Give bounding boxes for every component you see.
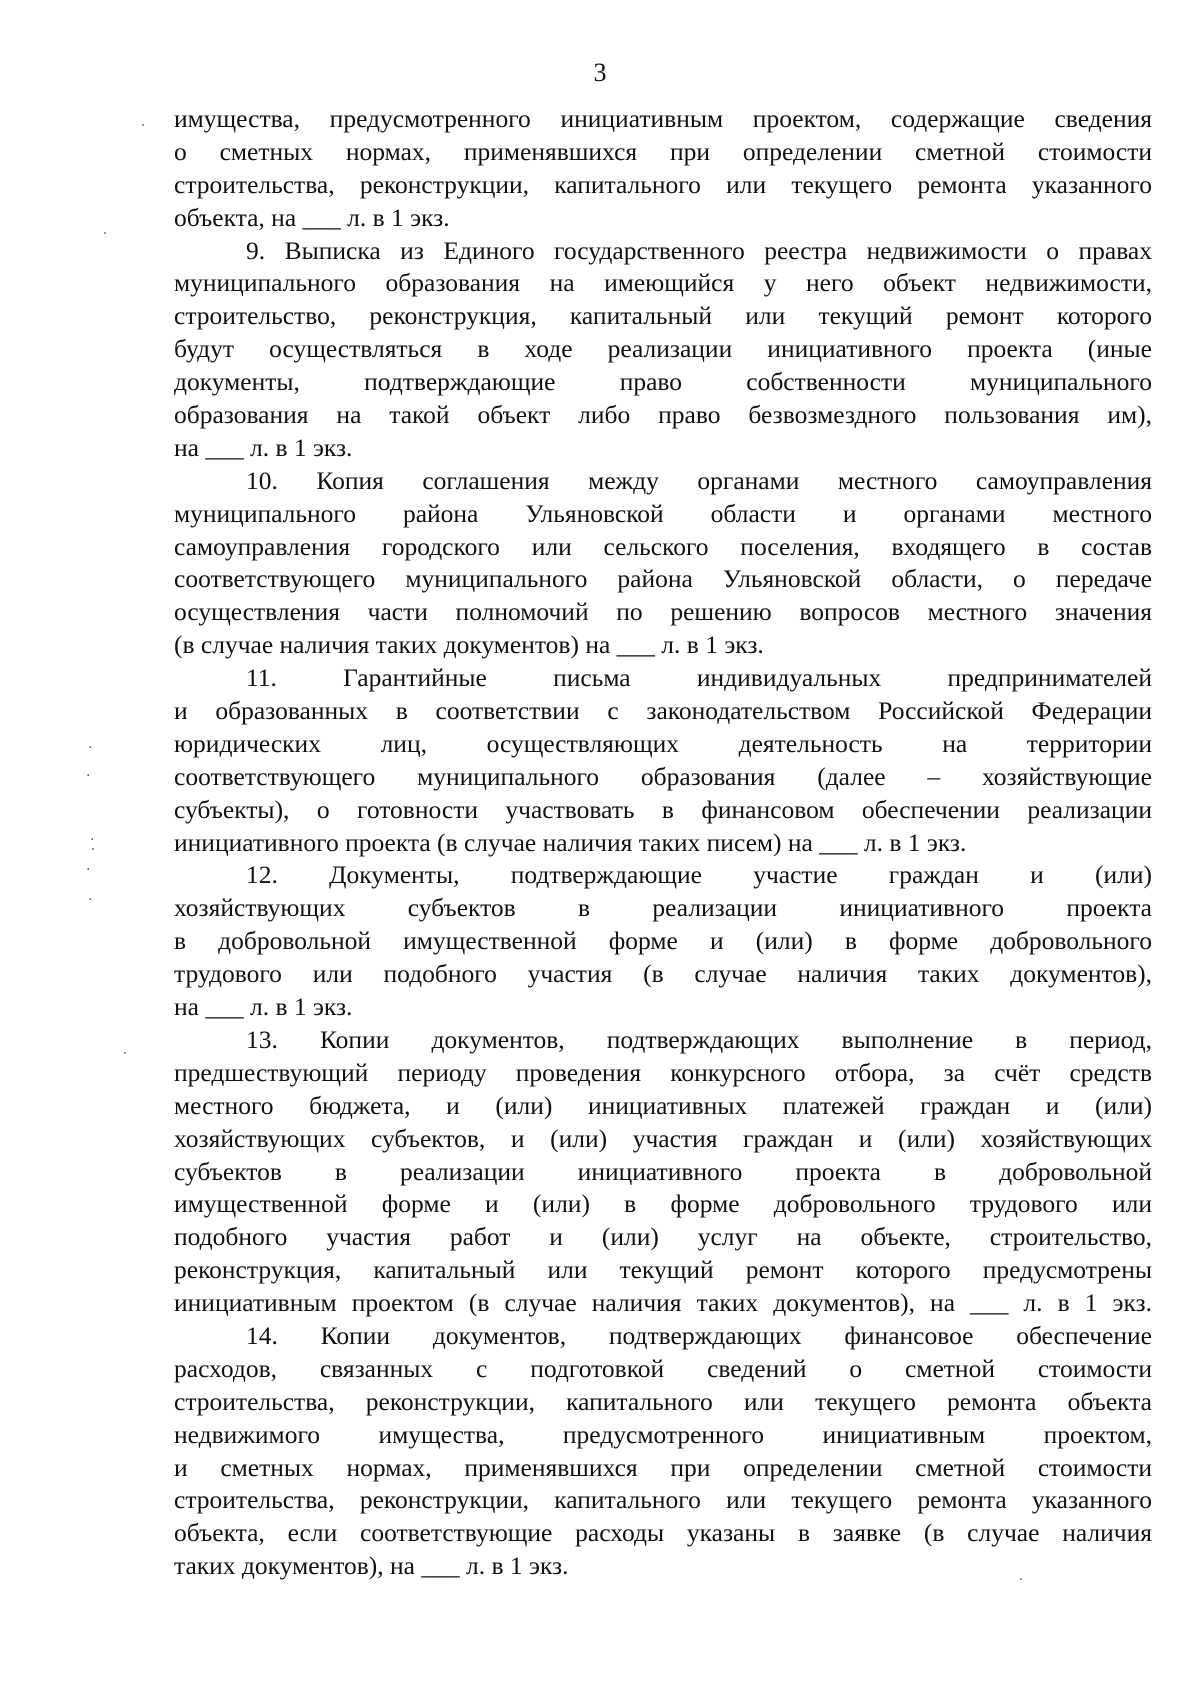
text-line: инициативного проекта (в случае наличия таких писем) на ___ л. в 1 экз.	[174, 827, 967, 857]
text-line: 13. Копии документов, подтверждающих выполнение в период,	[246, 1024, 1152, 1054]
scan-margin-marks	[80, 740, 120, 960]
text-line: объекта, на ___ л. в 1 экз.	[174, 202, 450, 232]
text-line: о сметных нормах, применявшихся при определении сметной стоимости	[174, 136, 1152, 166]
scan-dust-dot	[124, 1052, 126, 1054]
text-line: 10. Копия соглашения между органами местного самоуправления	[246, 465, 1152, 495]
text-line: таких документов), на ___ л. в 1 экз.	[174, 1551, 569, 1581]
scan-artifact-mark: ·	[86, 768, 91, 784]
scan-artifact-mark: ·	[90, 832, 95, 848]
text-line: строительства, реконструкции, капитального или текущего ремонта указанного	[174, 1485, 1152, 1515]
text-line: на ___ л. в 1 экз.	[174, 432, 353, 462]
text-line: соответствующего муниципального образования (далее – хозяйствующие	[174, 761, 1152, 791]
text-line: муниципального образования на имеющийся у него объект недвижимости,	[174, 268, 1152, 298]
text-line: муниципального района Ульяновской области и органами местного	[174, 498, 1152, 528]
text-line: в добровольной имущественной форме и (или) в форме добровольного	[174, 926, 1152, 956]
text-line: строительства, реконструкции, капитального или текущего ремонта указанного	[174, 169, 1152, 199]
scan-artifact-mark: ·	[86, 862, 91, 878]
scan-artifact-mark: ·	[88, 740, 93, 756]
text-line: расходов, связанных с подготовкой сведений о сметной стоимости	[174, 1353, 1152, 1383]
text-line: и образованных в соответствии с законодательством Российской Федерации	[174, 696, 1152, 726]
text-line: хозяйствующих субъектов, и (или) участия граждан и (или) хозяйствующих	[174, 1123, 1152, 1153]
text-line: предшествующий периоду проведения конкурсного отбора, за счёт средств	[174, 1057, 1152, 1087]
text-line: реконструкция, капитальный или текущий ремонт которого предусмотрены	[174, 1255, 1152, 1285]
text-line: имущества, предусмотренного инициативным проектом, содержащие сведения	[174, 104, 1152, 133]
scan-dust-dot	[1020, 1578, 1022, 1580]
text-line: местного бюджета, и (или) инициативных платежей граждан и (или)	[174, 1090, 1152, 1120]
text-line: 14. Копии документов, подтверждающих финансовое обеспечение	[246, 1320, 1152, 1350]
text-line: документы, подтверждающие право собственности муниципального	[174, 367, 1152, 397]
text-line: образования на такой объект либо право безвозмездного пользования им),	[174, 400, 1152, 430]
text-line: субъектов в реализации инициативного проекта в добровольной	[174, 1156, 1152, 1186]
text-line: строительства, реконструкции, капитального или текущего ремонта объекта	[174, 1386, 1152, 1416]
text-line: хозяйствующих субъектов в реализации инициативного проекта	[174, 893, 1152, 923]
text-line: строительство, реконструкция, капитальный или текущий ремонт которого	[174, 301, 1152, 331]
scan-dust-dot	[92, 848, 94, 850]
text-line: будут осуществляться в ходе реализации инициативного проекта (иные	[174, 334, 1152, 364]
page-number: 3	[593, 58, 607, 87]
text-line: инициативным проектом (в случае наличия таких документов), на ___ л. в 1 экз.	[174, 1288, 1152, 1318]
text-line: 11. Гарантийные письма индивидуальных предпринимателей	[246, 663, 1152, 693]
text-line: подобного участия работ и (или) услуг на объекте, строительство,	[174, 1222, 1152, 1252]
text-line: недвижимого имущества, предусмотренного инициативным проектом,	[174, 1419, 1152, 1449]
scan-dust-dot	[104, 232, 106, 234]
text-line: субъекты), о готовности участвовать в финансовом обеспечении реализации	[174, 794, 1152, 824]
text-line: и сметных нормах, применявшихся при определении сметной стоимости	[174, 1452, 1152, 1482]
text-line: трудового или подобного участия (в случае наличия таких документов),	[174, 959, 1152, 989]
text-line: осуществления части полномочий по решению вопросов местного значения	[174, 597, 1152, 627]
document-body-text	[174, 103, 1152, 1583]
text-line: 12. Документы, подтверждающие участие граждан и (или)	[246, 860, 1152, 890]
scan-dust-dot	[142, 124, 144, 126]
text-line: объекта, если соответствующие расходы указаны в заявке (в случае наличия	[174, 1518, 1152, 1548]
text-line: соответствующего муниципального района Ульяновской области, о передаче	[174, 564, 1152, 594]
text-line: самоуправления городского или сельского поселения, входящего в состав	[174, 531, 1152, 561]
text-line: 9. Выписка из Единого государственного реестра недвижимости о правах	[246, 235, 1152, 265]
text-line: имущественной форме и (или) в форме добровольного трудового или	[174, 1189, 1152, 1219]
text-line: (в случае наличия таких документов) на ___ л. в 1 экз.	[174, 630, 764, 660]
text-line: на ___ л. в 1 экз.	[174, 992, 353, 1022]
scan-artifact-mark: ·	[88, 892, 93, 908]
text-line: юридических лиц, осуществляющих деятельность на территории	[174, 728, 1152, 758]
